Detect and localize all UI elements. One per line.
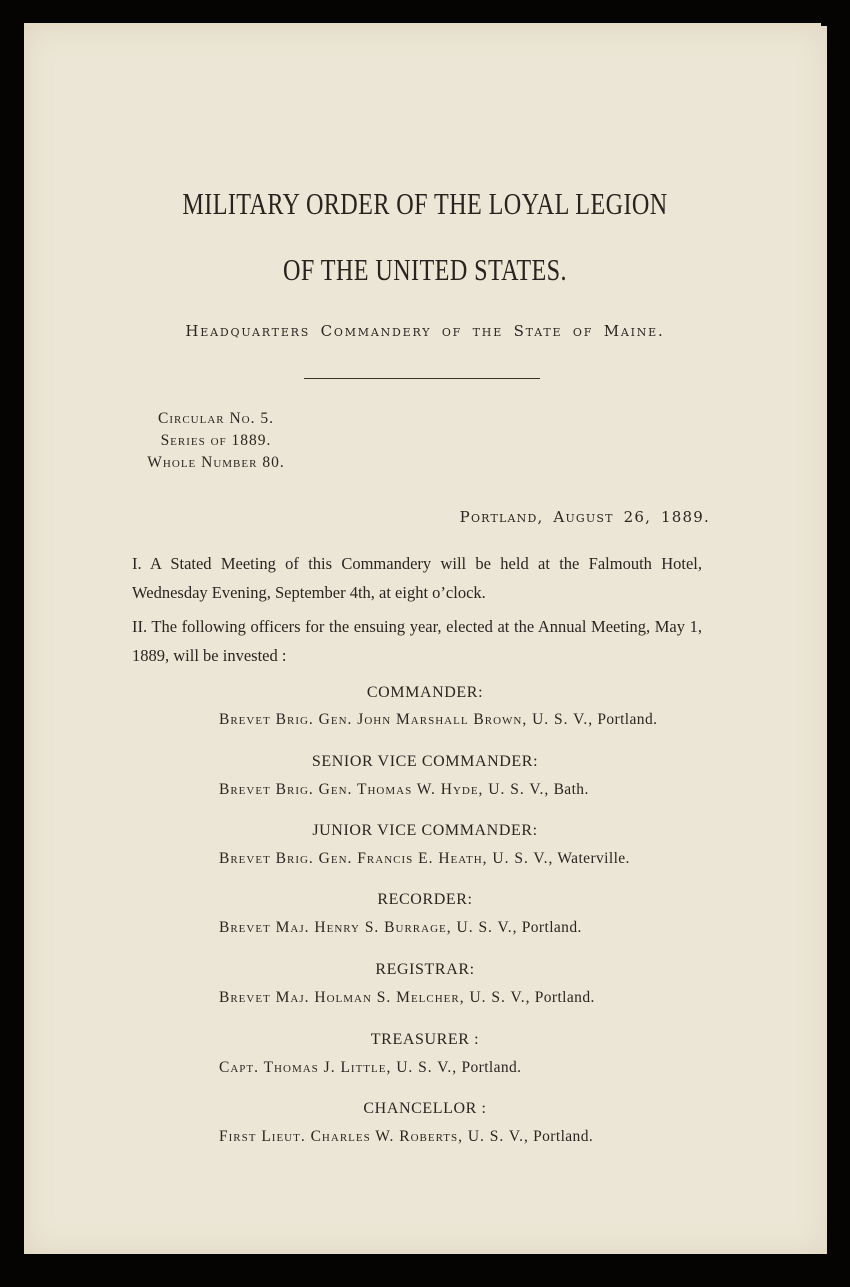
- dateline: Portland, August 26, 1889.: [459, 508, 710, 526]
- officer-place: Portland.: [457, 1059, 522, 1076]
- officer-place: Portland.: [517, 919, 582, 936]
- circular-number: Circular No. 5.: [157, 410, 274, 427]
- officer-name: [219, 919, 582, 937]
- title-line-1: MILITARY ORDER OF THE LOYAL LEGION: [182, 186, 668, 221]
- officer-name: [219, 711, 657, 729]
- office-title: JUNIOR VICE COMMANDER:: [312, 822, 538, 839]
- officer-name: [219, 989, 595, 1007]
- title-line-2: OF THE UNITED STATES.: [283, 252, 567, 287]
- officer-place: Portland.: [530, 989, 595, 1006]
- paragraph-1: I. A Stated Meeting of this Commandery will be held at the Falmouth Hotel, Wednesday Evening, September 4th, at eight o’clock.: [132, 554, 702, 602]
- officer-rank-name: Brevet Brig. Gen. John Marshall Brown, U. S. V.,: [219, 711, 594, 728]
- officer-place: Portland.: [528, 1128, 594, 1145]
- officer-rank-name: First Lieut. Charles W. Roberts, U. S. V.,: [219, 1128, 529, 1145]
- officer-place: Bath.: [549, 781, 589, 798]
- office-title: REGISTRAR:: [375, 961, 475, 978]
- office-title: RECORDER:: [377, 891, 473, 908]
- office-title: SENIOR VICE COMMANDER:: [311, 753, 539, 770]
- paragraph-2: II. The following officers for the ensuing year, elected at the Annual Meeting, May 1, 1889, will be invested :: [132, 617, 702, 665]
- circular-whole-number: Whole Number 80.: [147, 454, 285, 471]
- officer-rank-name: Brevet Maj. Holman S. Melcher, U. S. V.,: [219, 989, 531, 1006]
- officer-place: Portland.: [593, 711, 658, 728]
- office-title: COMMANDER:: [366, 684, 484, 701]
- circular-info: [136, 408, 296, 474]
- officer-name: [219, 1128, 593, 1146]
- officer-rank-name: Brevet Brig. Gen. Francis E. Heath, U. S. V.,: [219, 850, 554, 867]
- officer-name: [219, 850, 630, 868]
- officer-rank-name: Capt. Thomas J. Little, U. S. V.,: [219, 1059, 458, 1076]
- officer-place: Waterville.: [553, 850, 630, 867]
- officer-rank-name: Brevet Brig. Gen. Thomas W. Hyde, U. S. V.,: [219, 781, 550, 798]
- divider-rule: [304, 378, 540, 379]
- officer-name: [219, 781, 589, 799]
- officer-name: [219, 1059, 521, 1077]
- office-title: CHANCELLOR :: [363, 1100, 487, 1117]
- headquarters-subtitle: Headquarters Commandery of the State of Maine.: [185, 322, 665, 340]
- circular-series: Series of 1889.: [160, 432, 272, 449]
- office-title: TREASURER :: [370, 1031, 480, 1048]
- officer-rank-name: Brevet Maj. Henry S. Burrage, U. S. V.,: [219, 919, 518, 936]
